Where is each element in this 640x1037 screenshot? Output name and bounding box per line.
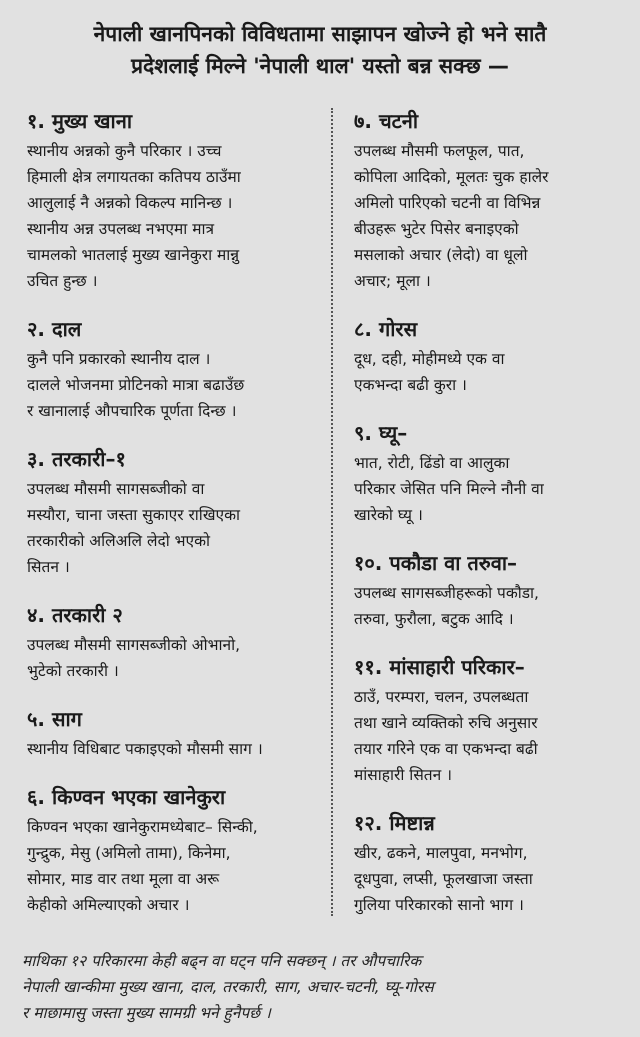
dish-description: कुनै पनि प्रकारको स्थानीय दाल । दालले भोजनमा प्रोटिनको मात्रा बढाउँछ र खानालाई औपचारिक पूर्णता दिन्छ । (27, 350, 245, 420)
dish-item (27, 706, 322, 762)
dish-description: उपलब्ध मौसमी सागसब्जीको ओभानो, भुटेको तरकारी । (27, 636, 241, 680)
dish-description: स्थानीय विधिबाट पकाइएको मौसमी साग । (27, 740, 263, 758)
dish-item (27, 446, 322, 580)
dish-item (27, 316, 322, 424)
column-divider (331, 108, 333, 916)
dish-description: भात, रोटी, ढिंडो वा आलुका परिकार जेसित पनि मिल्ने नौनी वा खारेको घ्यू । (354, 454, 544, 524)
header-line-1: नेपाली खानपिनको विविधतामा साझापन खोज्ने हो भने सातै (93, 22, 547, 46)
dish-item (354, 654, 624, 788)
dish-title: ४. तरकारी २ (27, 603, 123, 627)
footer-line: नेपाली खान्कीमा मुख्य खाना, दाल, तरकारी, साग, अचार-चटनी, घ्यू-गोरस (22, 978, 434, 996)
dish-description: खीर, ढकने, मालपुवा, मनभोग, दूधपुवा, लप्सी, फूलखाजा जस्ता गुलिया परिकारको सानो भाग । (354, 844, 533, 914)
dish-item (354, 550, 624, 632)
dish-title: ३. तरकारी–१ (27, 447, 126, 471)
dish-description: उपलब्ध मौसमी सागसब्जीको वा मस्यौरा, चाना जस्ता सुकाएर राखिएका तरकारीको अलिअलि लेदो भएको सितन । (27, 480, 240, 576)
dish-title: ७. चटनी (354, 109, 419, 133)
header-line-2: प्रदेशलाई मिल्ने 'नेपाली थाल' यस्तो बन्न सक्छ — (131, 54, 509, 78)
dish-title: ५. साग (27, 707, 82, 731)
page-header (20, 18, 620, 82)
dish-description: ठाउँ, परम्परा, चलन, उपलब्धता तथा खाने व्यक्तिको रुचि अनुसार तयार गरिने एक वा एकभन्दा बढी मांसाहारी सितन । (354, 688, 538, 784)
dish-description: दूध, दही, मोहीमध्ये एक वा एकभन्दा बढी कुरा । (354, 350, 505, 394)
dish-title: ११. मांसाहारी परिकार– (354, 655, 525, 679)
dish-item (27, 784, 322, 918)
dish-title: ९. घ्यू– (354, 421, 408, 445)
dish-title: २. दाल (27, 317, 82, 341)
dish-item (354, 420, 624, 528)
left-column (27, 108, 322, 940)
dish-description: उपलब्ध मौसमी फलफूल, पात, कोपिला आदिको, मूलतः चुक हालेर अमिलो पारिएको चटनी वा विभिन्न बीउहरू भुटेर पिसेर बनाइएको मसलाको अचार (लेदो) वा धूलो अचार; मूला । (354, 142, 549, 290)
dish-item (27, 108, 322, 294)
right-column (354, 108, 624, 940)
dish-item (354, 316, 624, 398)
dish-description: स्थानीय अन्नको कुनै परिकार । उच्च हिमाली क्षेत्र लगायतका कतिपय ठाउँमा आलुलाई नै अन्नको विकल्प मानिन्छ । स्थानीय अन्न उपलब्ध नभएमा मात्र चामलको भातलाई मुख्य खानेकुरा मान्नु उचित हुन्छ । (27, 142, 241, 290)
dish-item (354, 810, 624, 918)
dish-item (27, 602, 322, 684)
dish-title: ८. गोरस (354, 317, 418, 341)
dish-title: १०. पकौडा वा तरुवा– (354, 551, 518, 575)
dish-title: ६. किण्वन भएका खानेकुरा (27, 785, 226, 809)
dish-item (354, 108, 624, 294)
dish-description: उपलब्ध सागसब्जीहरूको पकौडा, तरुवा, फुरौला, बटुक आदि । (354, 584, 539, 628)
dish-title: १२. मिष्टान्न (354, 811, 435, 835)
footer-line: र माछामासु जस्ता मुख्य सामग्री भने हुनैपर्छ । (22, 1004, 271, 1022)
dish-description: किण्वन भएका खानेकुरामध्येबाट– सिन्की, गुन्द्रुक, मेसु (अमिलो तामा), किनेमा, सोमार, माड वार तथा मूला वा अरू केहीको अमिल्याएको अचार । (27, 818, 258, 914)
footer-note (22, 948, 622, 1026)
dish-title: १. मुख्य खाना (27, 109, 133, 133)
footer-line: माथिका १२ परिकारमा केही बढ्न वा घट्न पनि सक्छन् । तर औपचारिक (22, 952, 422, 970)
